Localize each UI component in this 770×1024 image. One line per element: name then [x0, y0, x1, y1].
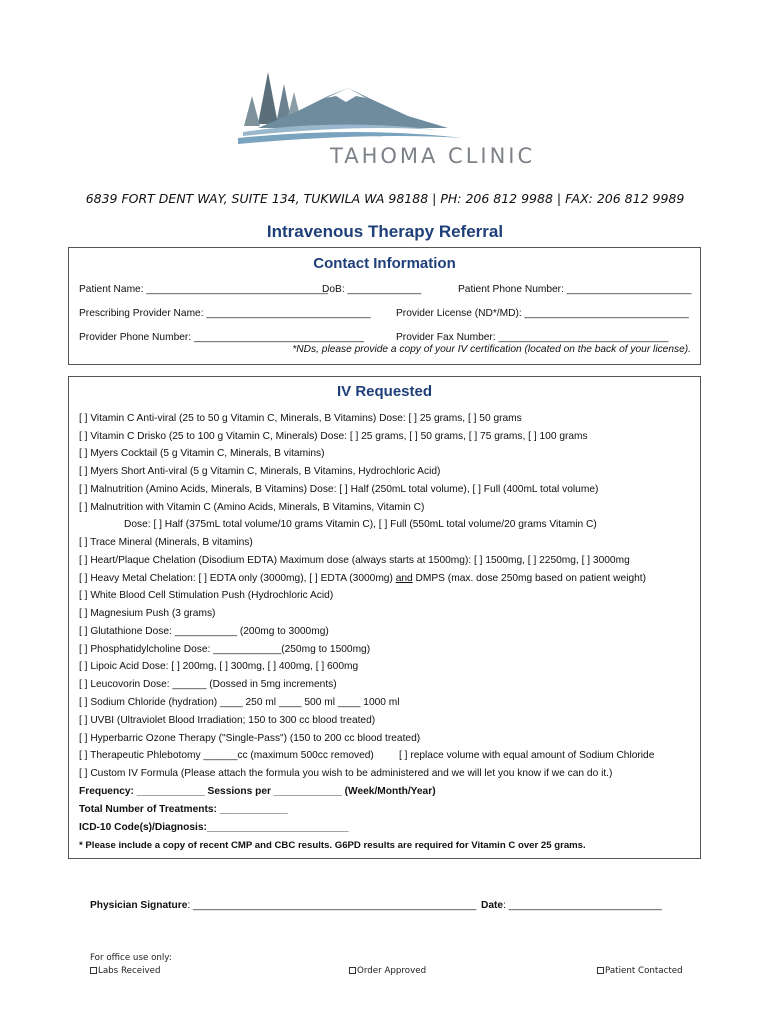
mountain-logo-icon — [238, 66, 528, 146]
provider-fax-field[interactable]: Provider Fax Number: ______________________________ — [396, 332, 669, 343]
iv-option-malnutrition-vitamin-c[interactable]: [ ] Malnutrition with Vitamin C (Amino Acids, Minerals, B Vitamins, Vitamin C) — [79, 502, 425, 513]
page-title: Intravenous Therapy Referral — [266, 222, 504, 241]
iv-option-glutathione[interactable]: [ ] Glutathione Dose: ___________ (200mg to 3000mg) — [79, 626, 329, 637]
iv-option-trace-mineral[interactable]: [ ] Trace Mineral (Minerals, B vitamins) — [79, 537, 253, 548]
heavy-metal-and: and — [395, 573, 413, 584]
heavy-metal-text-b: DMPS (max. dose 250mg based on patient weight) — [415, 573, 647, 584]
patient-contacted-checkbox[interactable] — [597, 966, 683, 976]
contact-information-heading: Contact Information — [313, 255, 456, 272]
checkbox-icon — [90, 967, 97, 974]
iv-option-wbc-stimulation-push[interactable]: [ ] White Blood Cell Stimulation Push (Hydrochloric Acid) — [79, 590, 334, 601]
iv-option-heavy-metal-chelation[interactable] — [79, 573, 646, 584]
office-use-heading: For office use only: — [90, 953, 172, 963]
iv-option-heart-plaque-chelation[interactable]: [ ] Heart/Plaque Chelation (Disodium EDTA) Maximum dose (always starts at 1500mg): [ ] 1500mg, [ ] 2250mg, [ ] 3000mg — [79, 555, 630, 566]
phlebotomy-replace-volume[interactable]: [ ] replace volume with equal amount of Sodium Chloride — [399, 750, 655, 761]
heavy-metal-text-a: [ ] Heavy Metal Chelation: [ ] EDTA only (3000mg), [ ] EDTA (3000mg) — [79, 573, 393, 584]
signature-date-label: Date — [481, 900, 504, 911]
checkbox-icon — [349, 967, 356, 974]
physician-signature-field[interactable] — [90, 900, 476, 911]
total-treatments-field[interactable]: Total Number of Treatments: ____________ — [79, 804, 288, 815]
labs-received-checkbox[interactable] — [90, 966, 161, 976]
patient-phone-field[interactable]: Patient Phone Number: ______________________ — [458, 284, 692, 295]
patient-contacted-label: Patient Contacted — [605, 966, 683, 976]
malnutrition-vitamin-c-dose[interactable]: Dose: [ ] Half (375mL total volume/10 grams Vitamin C), [ ] Full (550mL total volume/20 grams Vitamin C) — [124, 519, 597, 530]
checkbox-icon — [597, 967, 604, 974]
iv-option-hyperbaric-ozone[interactable]: [ ] Hyperbarric Ozone Therapy ("Single-Pass") (150 to 200 cc blood treated) — [79, 733, 421, 744]
lab-results-note: * Please include a copy of recent CMP and CBC results. G6PD results are required for Vitamin C over 25 grams. — [79, 840, 586, 851]
iv-option-malnutrition[interactable]: [ ] Malnutrition (Amino Acids, Minerals, B Vitamins) Dose: [ ] Half (250mL total volume), [ ] Full (400mL total volume) — [79, 484, 599, 495]
clinic-name-logo-text: TAHOMA CLINIC — [330, 144, 536, 168]
clinic-address: 6839 FORT DENT WAY, SUITE 134, TUKWILA WA 98188 | PH: 206 812 9988 | FAX: 206 812 9989 — [85, 191, 685, 206]
iv-option-magnesium-push[interactable]: [ ] Magnesium Push (3 grams) — [79, 608, 216, 619]
iv-requested-heading: IV Requested — [336, 383, 433, 400]
frequency-field[interactable]: Frequency: ____________ Sessions per ____________ (Week/Month/Year) — [79, 786, 436, 797]
iv-option-phosphatidylcholine[interactable]: [ ] Phosphatidylcholine Dose: ____________(250mg to 1500mg) — [79, 644, 371, 655]
dob-field[interactable]: DoB: _____________ — [322, 284, 422, 295]
iv-requested-section — [68, 376, 701, 859]
physician-signature-label: Physician Signature — [90, 900, 188, 911]
iv-option-therapeutic-phlebotomy[interactable]: [ ] Therapeutic Phlebotomy ______cc (maximum 500cc removed) — [79, 750, 374, 761]
iv-option-myers-cocktail[interactable]: [ ] Myers Cocktail (5 g Vitamin C, Minerals, B vitamins) — [79, 448, 325, 459]
physician-signature-line: : __________________________________________________ — [187, 900, 477, 911]
labs-received-label: Labs Received — [98, 966, 161, 976]
iv-option-vitamin-c-antiviral[interactable]: [ ] Vitamin C Anti-viral (25 to 50 g Vitamin C, Minerals, B Vitamins) Dose: [ ] 25 grams, [ ] 50 grams — [79, 413, 522, 424]
tahoma-clinic-logo — [238, 66, 536, 170]
order-approved-label: Order Approved — [357, 966, 427, 976]
iv-option-sodium-chloride[interactable]: [ ] Sodium Chloride (hydration) ____ 250 ml ____ 500 ml ____ 1000 ml — [79, 697, 400, 708]
order-approved-checkbox[interactable] — [349, 966, 426, 976]
prescribing-provider-field[interactable]: Prescribing Provider Name: _____________________________ — [79, 308, 371, 319]
contact-information-section — [68, 247, 701, 365]
iv-option-myers-short-antiviral[interactable]: [ ] Myers Short Anti-viral (5 g Vitamin C, Minerals, B Vitamins, Hydrochloric Acid) — [79, 466, 441, 477]
iv-option-uvbi[interactable]: [ ] UVBI (Ultraviolet Blood Irradiation; 150 to 300 cc blood treated) — [79, 715, 376, 726]
iv-option-leucovorin[interactable]: [ ] Leucovorin Dose: ______ (Dossed in 5mg increments) — [79, 679, 337, 690]
iv-option-lipoic-acid[interactable]: [ ] Lipoic Acid Dose: [ ] 200mg, [ ] 300mg, [ ] 400mg, [ ] 600mg — [79, 661, 359, 672]
iv-option-vitamin-c-drisko[interactable]: [ ] Vitamin C Drisko (25 to 100 g Vitamin C, Minerals) Dose: [ ] 25 grams, [ ] 50 grams, [ ] 75 grams, [ ] 100 grams — [79, 431, 588, 442]
provider-license-field[interactable]: Provider License (ND*/MD): _____________________________ — [396, 308, 689, 319]
icd10-diagnosis-field[interactable]: ICD-10 Code(s)/Diagnosis:_________________________ — [79, 822, 349, 833]
iv-option-custom-formula[interactable]: [ ] Custom IV Formula (Please attach the formula you wish to be administered and we will let you know if we can do it.) — [79, 768, 613, 779]
nd-certification-note: *NDs, please provide a copy of your IV certification (located on the back of your license). — [292, 344, 691, 355]
provider-phone-field[interactable]: Provider Phone Number: ______________________________ — [79, 332, 364, 343]
signature-date-field[interactable] — [481, 900, 662, 911]
signature-date-line: : ___________________________ — [503, 900, 662, 911]
patient-name-field[interactable]: Patient Name: ________________________________ — [79, 284, 328, 295]
